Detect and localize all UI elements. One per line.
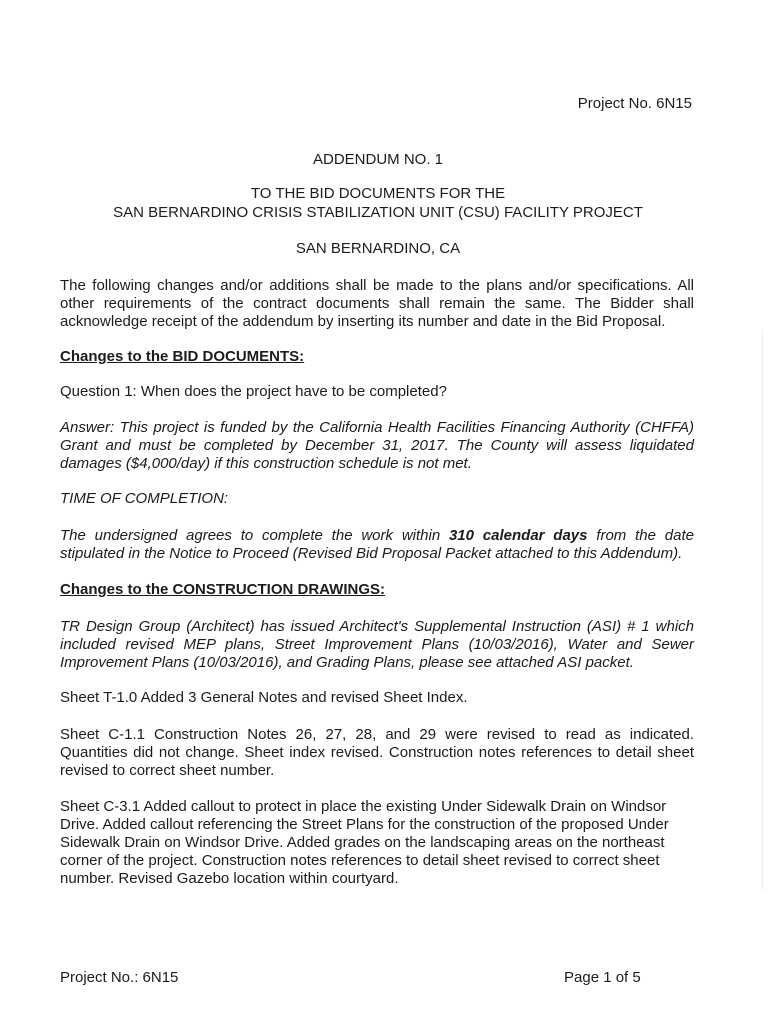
- scan-edge-line: [762, 330, 763, 890]
- time-of-completion-heading: TIME OF COMPLETION:: [60, 490, 229, 507]
- location: SAN BERNARDINO, CA: [295, 240, 461, 257]
- asi-paragraph: TR Design Group (Architect) has issued Architect's Supplemental Instruction (ASI) # 1 which included revised MEP plans, Street Improvement Plans (10/03/2016), Water and Sewer Improvement Plans (10/03/2016), and Grading Plans, please see attached ASI packet.: [60, 618, 694, 671]
- header-project-number: Project No. 6N15: [577, 95, 692, 112]
- footer-page-number: Page 1 of 5: [564, 969, 641, 986]
- addendum-title: ADDENDUM NO. 1: [312, 151, 443, 168]
- sheet-t10-paragraph: Sheet T-1.0 Added 3 General Notes and revised Sheet Index.: [60, 689, 468, 706]
- time-text-after: from the date stipulated in the Notice to Proceed (Revised Bid Proposal Packet attached to this Addendum).: [60, 527, 694, 562]
- footer-project-number: Project No.: 6N15: [60, 969, 179, 986]
- bid-documents-heading: Changes to the BID DOCUMENTS:: [60, 348, 305, 365]
- sheet-c31-paragraph: Sheet C-3.1 Added callout to protect in place the existing Under Sidewalk Drain on Windsor Drive. Added callout referencing the Street Plans for the construction of the proposed Under Sidewalk Drain on Windsor Drive. Added grades on the landscaping areas on the northeast corner of the project. Construction notes references to detail sheet revised to correct sheet number. Revised Gazebo location within courtyard.: [60, 798, 669, 887]
- time-text-before: The undersigned agrees to complete the work within: [60, 527, 449, 544]
- sheet-c11-paragraph: Sheet C-1.1 Construction Notes 26, 27, 28, and 29 were revised to read as indicated. Quantities did not change. Sheet index revised. Construction notes references to detail sheet revised to correct sheet number.: [60, 726, 694, 779]
- subtitle-line-2: SAN BERNARDINO CRISIS STABILIZATION UNIT (CSU) FACILITY PROJECT: [113, 204, 643, 221]
- calendar-days-bold: 310 calendar days: [448, 527, 588, 544]
- intro-paragraph: The following changes and/or additions shall be made to the plans and/or specifications. All other requirements of the contract documents shall remain the same. The Bidder shall acknowledge receipt of the addendum by inserting its number and date in the Bid Proposal.: [60, 277, 694, 330]
- subtitle-line-1: TO THE BID DOCUMENTS FOR THE: [250, 185, 506, 202]
- answer-1: Answer: This project is funded by the California Health Facilities Financing Authority (CHFFA) Grant and must be completed by December 31, 2017. The County will assess liquidated damages ($4,000/day) if this construction schedule is not met.: [60, 419, 694, 472]
- time-of-completion-text: [60, 527, 694, 563]
- question-1: Question 1: When does the project have to be completed?: [60, 383, 447, 400]
- construction-drawings-heading: Changes to the CONSTRUCTION DRAWINGS:: [60, 581, 385, 598]
